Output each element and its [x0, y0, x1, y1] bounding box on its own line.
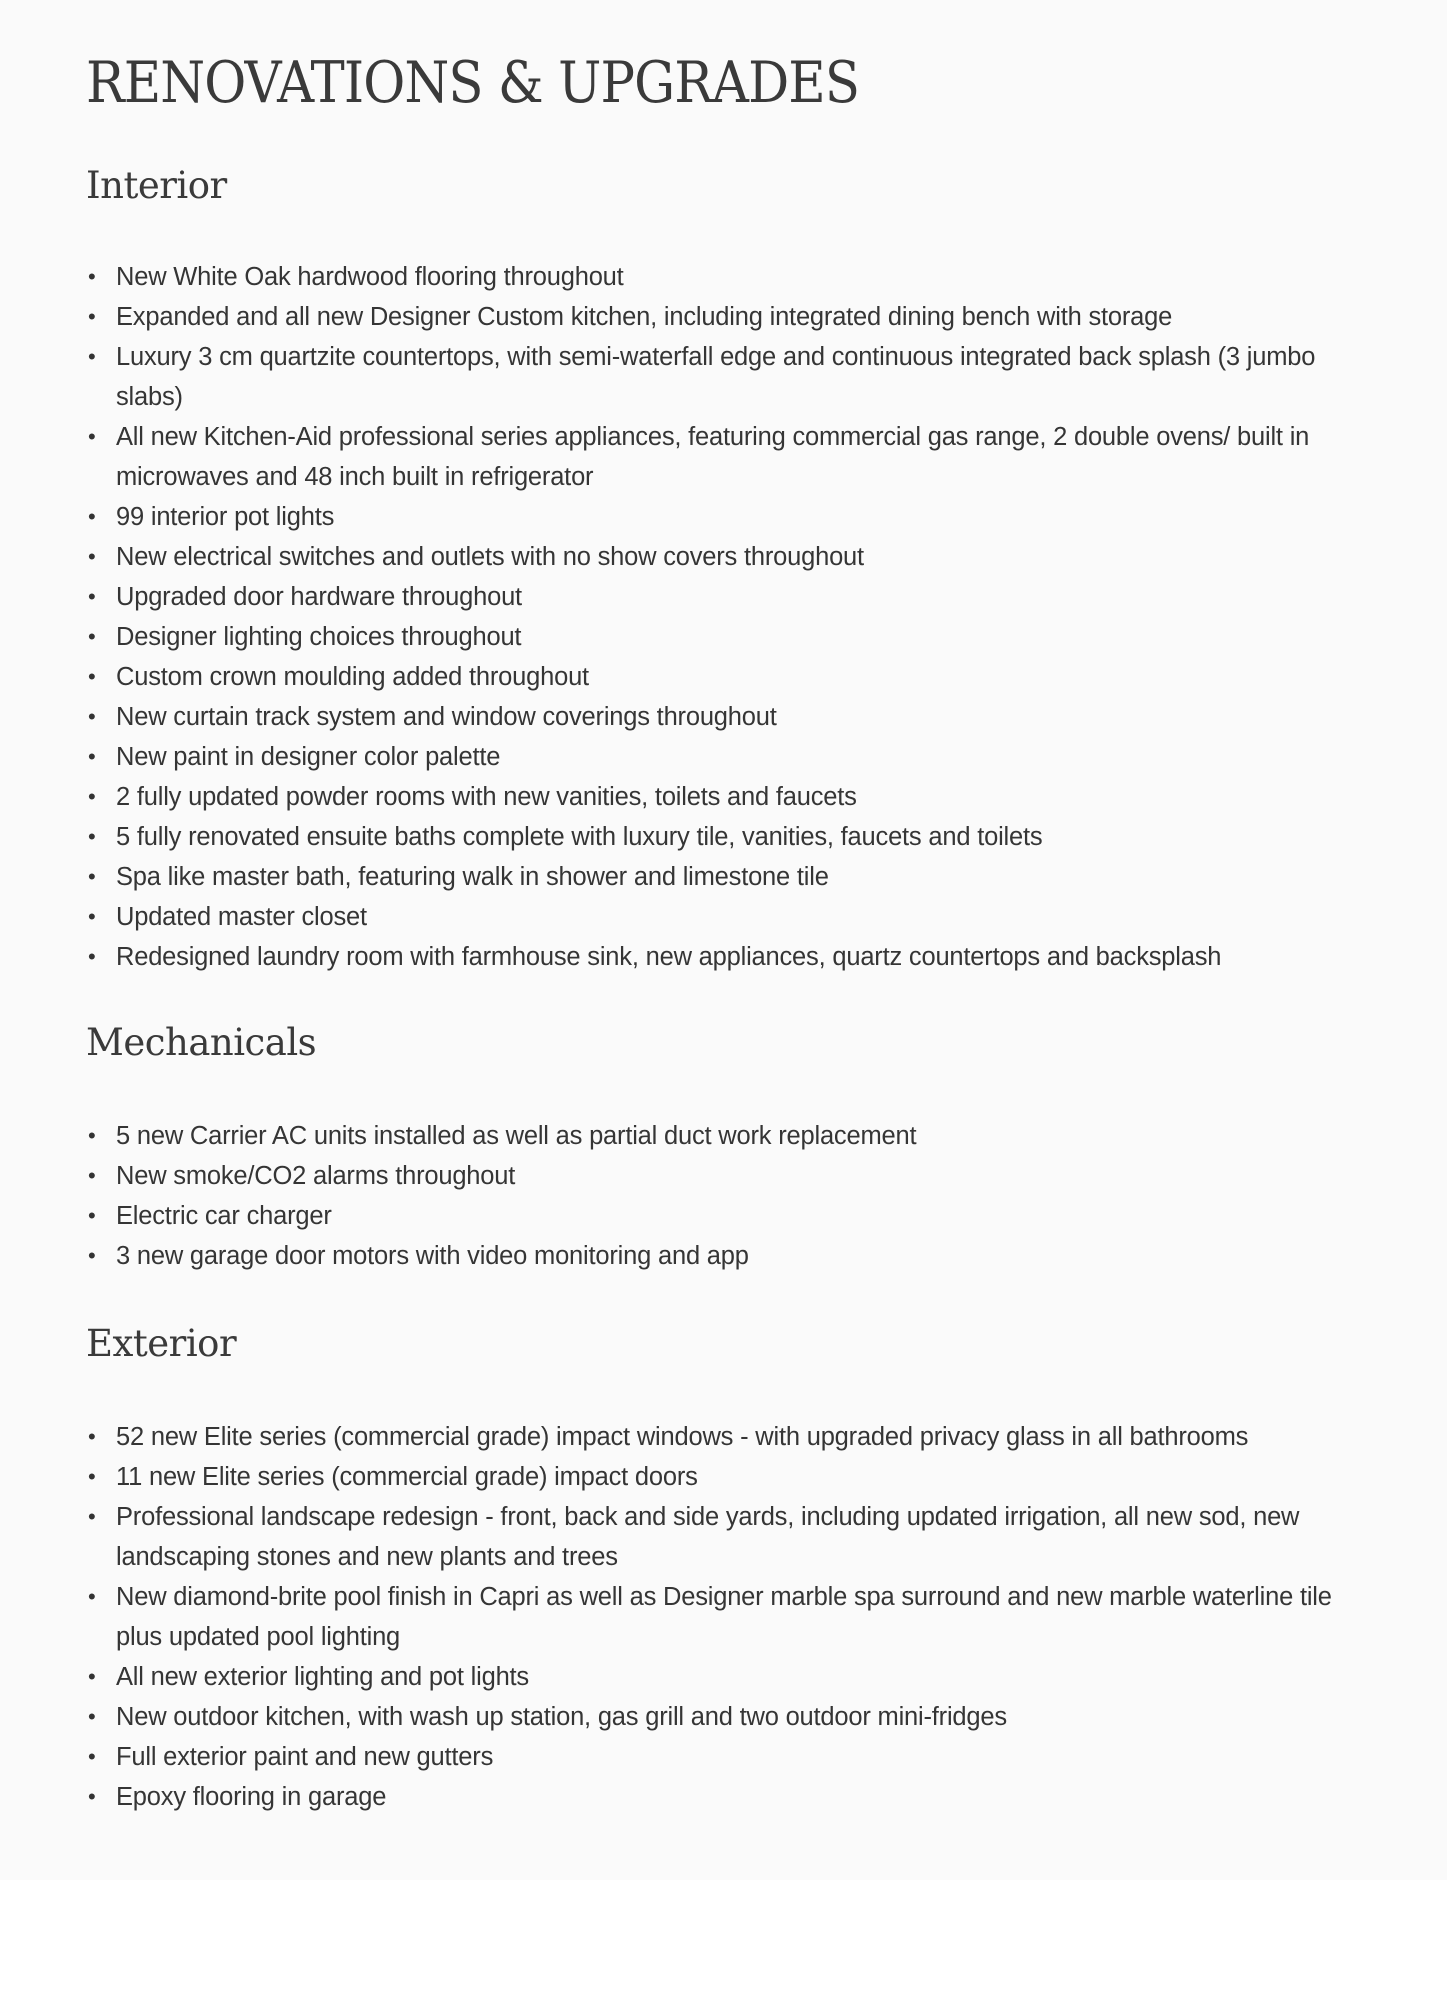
list-item: • Custom crown moulding added throughout [86, 657, 1336, 697]
page-title: RENOVATIONS & UPGRADES [86, 50, 860, 116]
mechanicals-list [86, 1116, 1386, 1276]
exterior-section [86, 1318, 1386, 1817]
list-item: • Electric car charger [86, 1196, 1386, 1236]
list-item: • Updated master closet [86, 897, 1336, 937]
list-item: • Epoxy flooring in garage [86, 1777, 1351, 1817]
list-item: • Professional landscape redesign - front, back and side yards, including updated irrigation, all new sod, new landscaping stones and new plants and trees [86, 1497, 1351, 1577]
list-item: • New electrical switches and outlets with no show covers throughout [86, 537, 1336, 577]
page-bottom-margin [0, 1880, 1447, 2000]
list-item: • New diamond-brite pool finish in Capri as well as Designer marble spa surround and new marble waterline tile plus updated pool lighting [86, 1577, 1351, 1657]
list-item: • New curtain track system and window coverings throughout [86, 697, 1336, 737]
list-item: • Luxury 3 cm quartzite countertops, with semi-waterfall edge and continuous integrated back splash (3 jumbo slabs) [86, 337, 1336, 417]
interior-list [86, 257, 1336, 977]
list-item: • 2 fully updated powder rooms with new vanities, toilets and faucets [86, 777, 1336, 817]
mechanicals-section [86, 1017, 1386, 1276]
exterior-list [86, 1417, 1351, 1817]
list-item: • New White Oak hardwood flooring throughout [86, 257, 1336, 297]
list-item: • Expanded and all new Designer Custom kitchen, including integrated dining bench with storage [86, 297, 1336, 337]
list-item: • Full exterior paint and new gutters [86, 1737, 1351, 1777]
list-item: • New smoke/CO2 alarms throughout [86, 1156, 1386, 1196]
list-item: • New outdoor kitchen, with wash up station, gas grill and two outdoor mini-fridges [86, 1697, 1351, 1737]
list-item: • 3 new garage door motors with video monitoring and app [86, 1236, 1386, 1276]
list-item: • New paint in designer color palette [86, 737, 1336, 777]
section-heading-mechanicals: Mechanicals [86, 1021, 317, 1064]
section-heading-exterior: Exterior [86, 1322, 237, 1365]
interior-section [86, 160, 1386, 977]
list-item: • All new exterior lighting and pot lights [86, 1657, 1351, 1697]
list-item: • Upgraded door hardware throughout [86, 577, 1336, 617]
list-item: • 5 fully renovated ensuite baths complete with luxury tile, vanities, faucets and toilets [86, 817, 1336, 857]
list-item: • 5 new Carrier AC units installed as well as partial duct work replacement [86, 1116, 1386, 1156]
section-heading-interior: Interior [86, 164, 227, 207]
list-item: • Spa like master bath, featuring walk in shower and limestone tile [86, 857, 1336, 897]
list-item: • Redesigned laundry room with farmhouse sink, new appliances, quartz countertops and backsplash [86, 937, 1336, 977]
list-item: • All new Kitchen-Aid professional series appliances, featuring commercial gas range, 2 double ovens/ built in microwaves and 48 inch built in refrigerator [86, 417, 1336, 497]
list-item: • 52 new Elite series (commercial grade) impact windows - with upgraded privacy glass in all bathrooms [86, 1417, 1351, 1457]
list-item: • Designer lighting choices throughout [86, 617, 1336, 657]
list-item: • 99 interior pot lights [86, 497, 1336, 537]
list-item: • 11 new Elite series (commercial grade) impact doors [86, 1457, 1351, 1497]
